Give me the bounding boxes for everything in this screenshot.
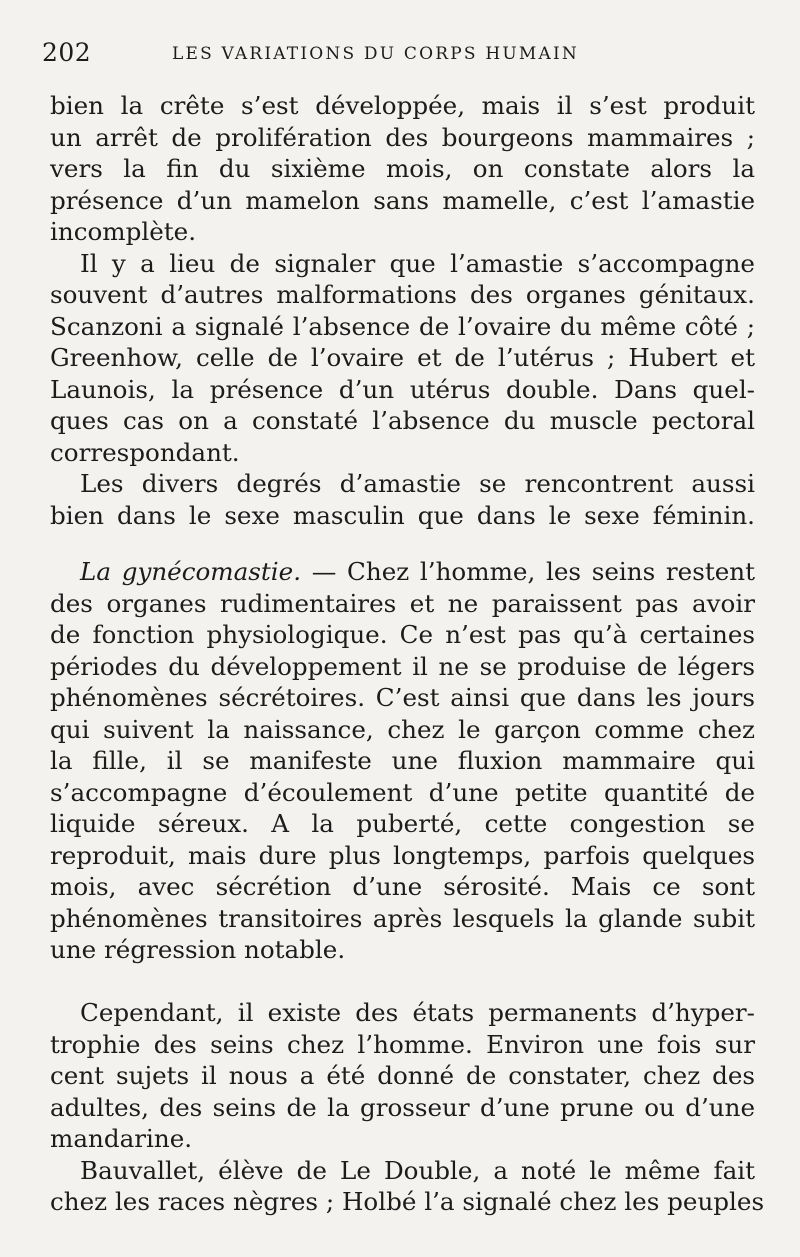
text-line: adultes, des seins de la grosseur d’une prune ou d’une xyxy=(50,1092,755,1122)
text-line: des organes rudimentaires et ne paraissent pas avoir xyxy=(50,588,755,618)
section-title: La gynécomastie. xyxy=(80,557,302,586)
text-line: qui suivent la naissance, chez le garçon comme chez xyxy=(50,714,755,744)
text-line: présence d’un mamelon sans mamelle, c’est l’amastie xyxy=(50,185,755,215)
text-line: Les divers degrés d’amastie se rencontrent aussi xyxy=(80,469,755,498)
section-spacer xyxy=(50,531,755,556)
text-line: s’accompagne d’écoulement d’une petite quantité de xyxy=(50,777,755,807)
text-line: Launois, la présence d’un utérus double. Dans quel- xyxy=(50,374,755,404)
text-line: Bauvallet, élève de Le Double, a noté le même fait xyxy=(80,1155,755,1185)
paragraph xyxy=(50,997,755,1155)
text-run: — Chez l’homme, les seins restent xyxy=(301,557,755,586)
paragraph xyxy=(50,468,755,531)
paragraph xyxy=(50,1155,765,1218)
text-line: souvent d’autres malformations des organes génitaux. xyxy=(50,280,755,309)
text-line: Scanzoni a signalé l’absence de l’ovaire du même côté ; xyxy=(50,311,755,341)
text-line: chez les races nègres ; Holbé l’a signalé chez les peuples xyxy=(50,1187,765,1216)
text-line: de fonction physiologique. Ce n’est pas qu’à certaines xyxy=(50,620,755,649)
page-number: 202 xyxy=(42,38,92,67)
text-line: cent sujets il nous a été donné de constater, chez des xyxy=(50,1061,755,1090)
page-header xyxy=(42,38,762,72)
paragraph xyxy=(50,90,755,248)
text-line: un arrêt de prolifération des bourgeons mammaires ; xyxy=(50,122,755,152)
text-line: incomplète. xyxy=(50,217,197,246)
text-line: liquide séreux. A la puberté, cette congestion se xyxy=(50,809,755,838)
text-line: périodes du développement il ne se produise de légers xyxy=(50,651,755,681)
paragraph xyxy=(50,248,755,469)
paragraph xyxy=(50,556,755,966)
text-line: phénomènes transitoires après lesquels la glande subit xyxy=(50,903,755,933)
text-line: la fille, il se manifeste une fluxion mammaire qui xyxy=(50,746,755,775)
text-line: ques cas on a constaté l’absence du muscle pectoral xyxy=(50,406,755,435)
running-head: LES VARIATIONS DU CORPS HUMAIN xyxy=(172,44,579,64)
text-line: correspondant. xyxy=(50,437,240,467)
text-line: trophie des seins chez l’homme. Environ une fois sur xyxy=(50,1029,755,1059)
text-line: mandarine. xyxy=(50,1124,193,1153)
text-line: Greenhow, celle de l’ovaire et de l’utérus ; Hubert et xyxy=(50,343,755,372)
text-line: phénomènes sécrétoires. C’est ainsi que dans les jours xyxy=(50,683,755,712)
text-line: vers la fin du sixième mois, on constate alors la xyxy=(50,154,755,183)
text-line: mois, avec sécrétion d’une sérosité. Mais ce sont xyxy=(50,872,755,901)
text-line: bien la crête s’est développée, mais il s’est produit xyxy=(50,91,755,120)
section-spacer xyxy=(50,966,755,998)
text-line: bien dans le sexe masculin que dans le sexe féminin. xyxy=(50,500,755,530)
text-line: Il y a lieu de signaler que l’amastie s’accompagne xyxy=(80,248,755,278)
text-line: reproduit, mais dure plus longtemps, parfois quelques xyxy=(50,840,755,870)
body-text xyxy=(50,90,765,1218)
text-line: Cependant, il existe des états permanents d’hyper- xyxy=(80,998,755,1027)
text-line xyxy=(50,556,755,588)
text-line: une régression notable. xyxy=(50,935,346,964)
